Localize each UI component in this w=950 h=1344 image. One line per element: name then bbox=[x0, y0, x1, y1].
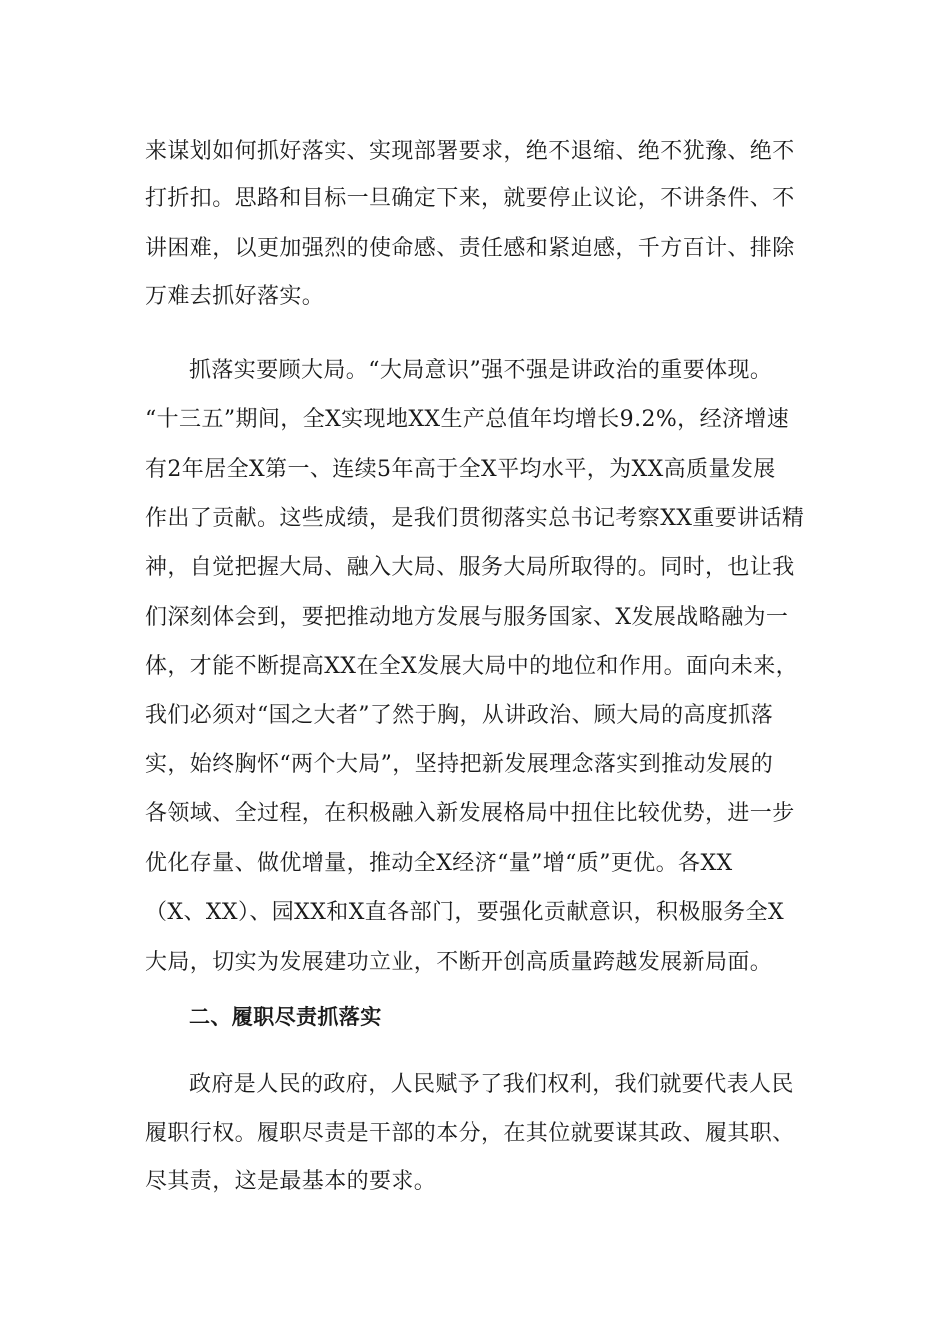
paragraph-2-line-4: 作出了贡献。这些成绩，是我们贯彻落实总书记考察XX重要讲话精 bbox=[145, 506, 805, 531]
paragraph-2-line-1: 抓落实要顾大局。“大局意识”强不强是讲政治的重要体现。 bbox=[189, 358, 773, 383]
paragraph-3-line-2: 履职行权。履职尽责是干部的本分，在其位就要谋其政、履其职、 bbox=[145, 1121, 795, 1146]
paragraph-2-line-11: 优化存量、做优增量，推动全X经济“量”增“质”更优。各XX bbox=[145, 851, 733, 876]
paragraph-2-line-12: （X、XX）、园XX和X直各部门，要强化贡献意识，积极服务全X bbox=[145, 900, 785, 925]
paragraph-3-line-3: 尽其责，这是最基本的要求。 bbox=[145, 1169, 437, 1194]
paragraph-1-line-4: 万难去抓好落实。 bbox=[145, 284, 325, 309]
paragraph-2-line-3: 有2年居全X第一、连续5年高于全X平均水平，为XX高质量发展 bbox=[145, 457, 776, 482]
paragraph-1-line-1: 来谋划如何抓好落实、实现部署要求，绝不退缩、绝不犹豫、绝不 bbox=[145, 139, 795, 164]
paragraph-2-line-10: 各领域、全过程，在积极融入新发展格局中扭住比较优势，进一步 bbox=[145, 801, 795, 826]
paragraph-2-line-5: 神，自觉把握大局、融入大局、服务大局所取得的。同时，也让我 bbox=[145, 555, 795, 580]
paragraph-2-line-7: 体，才能不断提高XX在全X发展大局中的地位和作用。面向未来， bbox=[145, 654, 798, 679]
paragraph-2-line-2: “十三五”期间，全X实现地XX生产总值年均增长9.2%，经济增速 bbox=[145, 407, 790, 432]
paragraph-2-line-9: 实，始终胸怀“两个大局”，坚持把新发展理念落实到推动发展的 bbox=[145, 752, 774, 777]
paragraph-1-line-3: 讲困难，以更加强烈的使命感、责任感和紧迫感，千方百计、排除 bbox=[145, 236, 795, 261]
paragraph-3-line-1: 政府是人民的政府，人民赋予了我们权利，我们就要代表人民 bbox=[189, 1072, 794, 1097]
paragraph-2-line-13: 大局，切实为发展建功立业，不断开创高质量跨越发展新局面。 bbox=[145, 950, 773, 975]
paragraph-2-line-6: 们深刻体会到，要把推动地方发展与服务国家、X发展战略融为一 bbox=[145, 605, 789, 630]
paragraph-2-line-8: 我们必须对“国之大者”了然于胸，从讲政治、顾大局的高度抓落 bbox=[145, 703, 774, 728]
section-heading: 二、履职尽责抓落实 bbox=[189, 1005, 382, 1029]
paragraph-1-line-2: 打折扣。思路和目标一旦确定下来，就要停止议论，不讲条件、不 bbox=[145, 186, 795, 211]
